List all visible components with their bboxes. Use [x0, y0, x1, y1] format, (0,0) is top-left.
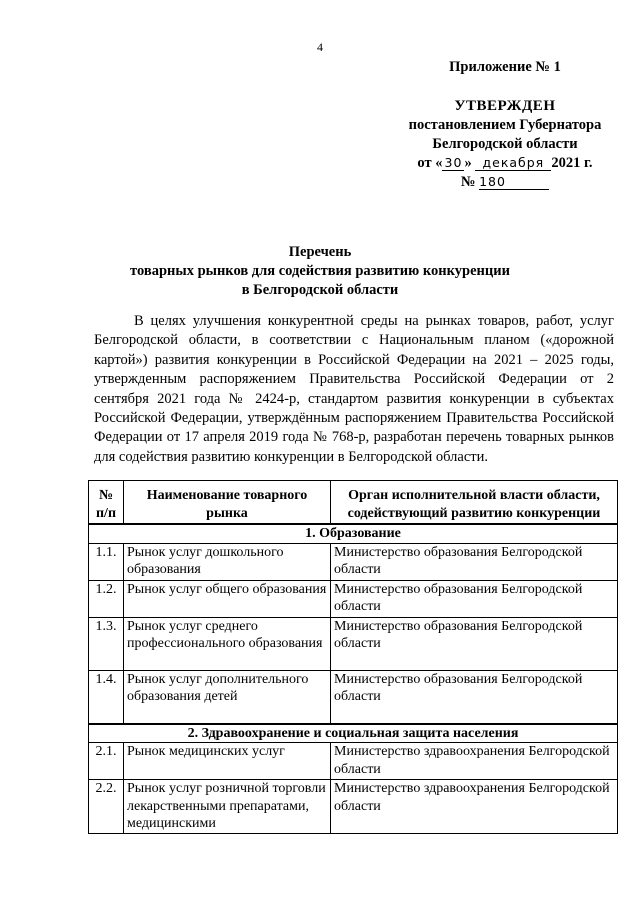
date-year: 2021 г.: [551, 155, 593, 171]
row-num: 1.1.: [89, 543, 124, 580]
row-market-name: Рынок услуг розничной торговли лекарственными препаратами, медицинскими: [124, 780, 331, 834]
page-number: 4: [317, 40, 323, 54]
decree-line-2: Белгородской области: [432, 136, 578, 152]
approved-heading: УТВЕРЖДЕН: [454, 98, 556, 114]
row-num: 2.2.: [89, 780, 124, 834]
row-authority: Министерство здравоохранения Белгородской области: [331, 780, 618, 834]
date-mid: »: [464, 155, 472, 171]
section-row: [89, 724, 618, 743]
markets-table: [88, 480, 618, 834]
row-num: 1.3.: [89, 617, 124, 670]
approval-block: [400, 58, 610, 192]
row-authority: Министерство образования Белгородской области: [331, 580, 618, 617]
row-market-name: Рынок медицинских услуг: [124, 743, 331, 780]
title-line-1: Перечень: [288, 244, 352, 260]
table-header-row: [89, 481, 618, 525]
row-authority: Министерство образования Белгородской области: [331, 543, 618, 580]
section-row: [89, 524, 618, 543]
table-row: [89, 617, 618, 670]
header-market-name: Наименование товарного рынка: [124, 481, 331, 525]
document-title: [0, 243, 640, 300]
row-market-name: Рынок услуг дополнительного образования детей: [124, 670, 331, 724]
row-authority: Министерство здравоохранения Белгородской области: [331, 743, 618, 780]
row-market-name: Рынок услуг среднего профессионального образования: [124, 617, 331, 670]
table-row: [89, 780, 618, 834]
header-num: № п/п: [89, 481, 124, 525]
date-month: декабря: [475, 156, 551, 171]
table-row: [89, 743, 618, 780]
row-market-name: Рынок услуг общего образования: [124, 580, 331, 617]
intro-paragraph: В целях улучшения конкурентной среды на рынках товаров, работ, услуг Белгородской области, в соответствии с Национальным планом («дорожной картой») развития конкуренции в Российской Федерации на 2021 – 2025 годы, утвержденным распоряжением Правительства Российской Федерации от 2 сентября 2021 года № 2424-р, стандартом развития конкуренции в субъектах Российской Федерации, утверждённым распоряжением Правительства Российской Федерации от 17 апреля 2019 года № 768-р, разработан перечень товарных рынков для содействия развитию конкуренции в Белгородской области.: [94, 313, 614, 465]
section-title: 1. Образование: [89, 524, 618, 543]
number-prefix: №: [460, 174, 476, 190]
header-authority: Орган исполнительной власти области, содействующий развитию конкуренции: [331, 481, 618, 525]
row-num: 2.1.: [89, 743, 124, 780]
decree-date: [400, 154, 610, 173]
row-market-name: Рынок услуг дошкольного образования: [124, 543, 331, 580]
number-value: 180: [479, 175, 549, 190]
row-authority: Министерство образования Белгородской области: [331, 617, 618, 670]
table-row: [89, 580, 618, 617]
date-prefix: от «: [417, 155, 443, 171]
decree-number: [400, 173, 610, 192]
table-row: [89, 543, 618, 580]
date-day: 30: [442, 156, 464, 171]
row-authority: Министерство образования Белгородской области: [331, 670, 618, 724]
row-num: 1.4.: [89, 670, 124, 724]
title-line-2: товарных рынков для содействия развитию конкуренции: [130, 263, 510, 279]
row-num: 1.2.: [89, 580, 124, 617]
table-row: [89, 670, 618, 724]
section-title: 2. Здравоохранение и социальная защита населения: [89, 724, 618, 743]
appendix-label: Приложение № 1: [449, 59, 561, 75]
title-line-3: в Белгородской области: [241, 282, 399, 298]
decree-line-1: постановлением Губернатора: [408, 117, 602, 133]
